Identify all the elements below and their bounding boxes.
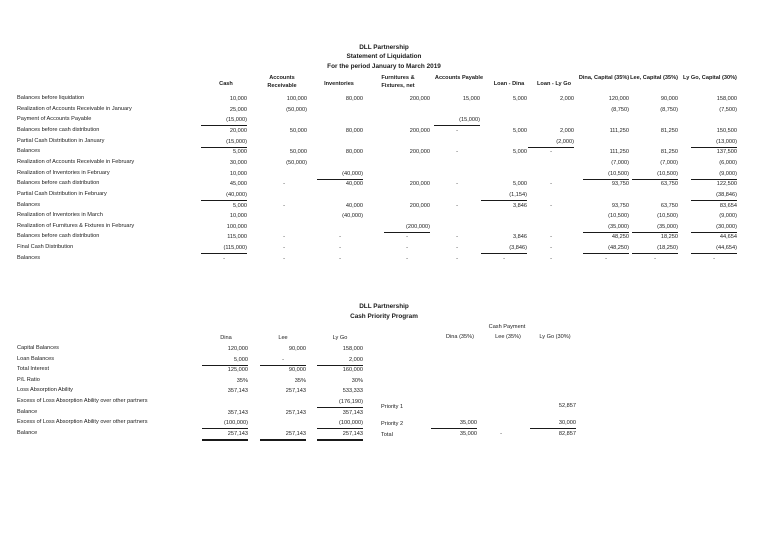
table-cell: (35,000) <box>583 222 629 233</box>
row-label: Excess of Loss Absorption Ability over other partners <box>17 398 148 404</box>
column-header: Cash <box>219 81 233 87</box>
table-cell: (10,500) <box>632 169 678 180</box>
table-cell: (10,500) <box>583 169 629 180</box>
table-cell: (35,000) <box>632 222 678 233</box>
table-cell: (176,190) <box>317 397 363 408</box>
table-cell: 100,000 <box>286 96 307 102</box>
table-cell: (48,250) <box>583 243 629 254</box>
table-cell: 111,250 <box>609 127 629 134</box>
table-cell: (115,000) <box>201 243 247 254</box>
total-label: Total <box>381 431 393 438</box>
table-cell: (9,000) <box>719 213 737 220</box>
table-cell: - <box>339 245 341 252</box>
cash-column-header: Dina (35%) <box>446 334 474 340</box>
table-cell: - <box>456 149 458 156</box>
table-cell: 150,500 <box>716 127 737 134</box>
row-label: Balances <box>17 254 41 261</box>
table-cell: - <box>406 245 408 252</box>
table-cell: - <box>550 255 552 262</box>
table-cell: 200,000 <box>409 149 430 156</box>
table-cell: 3,846 <box>513 202 527 209</box>
table-cell: 83,654 <box>719 202 737 209</box>
row-label: Payment of Accounts Payable <box>17 116 92 123</box>
row-label: Realization of Inventories in March <box>17 212 103 219</box>
row-label: Balances <box>17 148 41 155</box>
table-cell: - <box>713 255 715 262</box>
table-cell: 158,000 <box>342 346 363 352</box>
table-cell: - <box>456 234 458 241</box>
table-cell: 93,750 <box>611 202 629 209</box>
table-cell: - <box>503 255 505 262</box>
table-cell: 257,143 <box>285 388 306 395</box>
table-cell: 533,333 <box>342 388 363 395</box>
cash-cell: 35,000 <box>431 418 477 429</box>
cash-column-header: Lee (35%) <box>495 334 521 340</box>
table-cell: 40,000 <box>345 202 363 209</box>
priority-subtitle: Cash Priority Program <box>350 313 418 320</box>
table-cell: - <box>406 255 408 262</box>
table-cell: 35% <box>236 377 248 384</box>
row-label: Excess of Loss Absorption Ability over other partners <box>17 419 148 426</box>
table-cell: (3,846) <box>481 243 527 254</box>
table-cell: 357,143 <box>227 388 248 395</box>
row-label: Balances before cash distribution <box>17 233 100 240</box>
table-cell: 2,000 <box>560 96 574 102</box>
table-cell: 44,654 <box>719 234 737 241</box>
table-cell: 90,000 <box>288 346 306 352</box>
table-cell: 45,000 <box>229 181 247 188</box>
table-cell: 5,000 <box>233 202 247 209</box>
table-cell: 357,143 <box>227 409 248 416</box>
table-cell: 93,750 <box>611 181 629 188</box>
table-cell: (9,000) <box>691 169 737 180</box>
table-cell: - <box>339 255 341 262</box>
table-cell: (100,000) <box>202 418 248 429</box>
row-label: Realization of Accounts Receivable in January <box>17 105 132 112</box>
table-cell: (40,000) <box>342 213 363 220</box>
table-cell: 48,250 <box>611 234 629 241</box>
table-cell: (15,000) <box>434 115 480 126</box>
table-cell: 63,750 <box>660 181 678 188</box>
table-cell: 81,250 <box>660 149 678 156</box>
table-cell: 200,000 <box>409 127 430 134</box>
priority1-label: Priority 1 <box>381 404 404 410</box>
table-cell: 3,846 <box>513 234 527 241</box>
table-cell: 257,143 <box>202 429 248 441</box>
table-cell: 80,000 <box>345 96 363 102</box>
table-cell: 120,000 <box>227 346 248 352</box>
table-cell: 5,000 <box>513 96 527 102</box>
row-label: Loan Balances <box>17 355 55 362</box>
table-cell: - <box>550 245 552 252</box>
priority-title: DLL Partnership <box>359 303 409 310</box>
table-cell: 125,000 <box>227 367 248 374</box>
table-cell: 5,000 <box>513 181 527 188</box>
table-cell: - <box>456 181 458 188</box>
row-label: Balances before liquidation <box>17 95 85 101</box>
table-cell: 122,500 <box>716 181 737 188</box>
table-cell: - <box>283 181 285 188</box>
table-cell: - <box>456 245 458 252</box>
table-cell: 81,250 <box>660 127 678 134</box>
cash-cell: 52,857 <box>558 403 576 409</box>
table-cell: (1,154) <box>481 190 527 201</box>
table-cell: (30,000) <box>691 222 737 233</box>
table-cell: - <box>260 355 306 366</box>
table-cell: 63,750 <box>660 202 678 209</box>
table-cell: (2,000) <box>528 137 574 148</box>
column-header: Inventories <box>324 81 354 87</box>
table-cell: 20,000 <box>229 127 247 134</box>
row-label: Partial Cash Distribution in January <box>17 137 105 144</box>
table-cell: 158,000 <box>716 96 737 102</box>
row-label: Balance <box>17 429 38 436</box>
column-header: Ly Go <box>332 335 348 341</box>
column-header: Lee <box>278 335 288 341</box>
column-header: Loan - Dina <box>493 81 525 87</box>
table-cell: (15,000) <box>201 137 247 148</box>
row-label: P/L Ratio <box>17 376 40 383</box>
table-cell: 120,000 <box>608 96 629 102</box>
table-cell: (18,250) <box>632 243 678 254</box>
table-cell: (15,000) <box>201 115 247 126</box>
table-cell: 50,000 <box>289 127 307 134</box>
liquidation-period: For the period January to March 2019 <box>327 63 441 70</box>
table-cell: 10,000 <box>229 170 247 177</box>
table-cell: - <box>406 234 408 241</box>
table-cell: 257,143 <box>260 429 306 441</box>
table-cell: (7,000) <box>611 159 629 166</box>
table-cell: 200,000 <box>409 202 430 209</box>
column-header: Furnitures & Fixtures, net <box>381 75 415 89</box>
table-cell: 2,000 <box>560 127 574 134</box>
table-cell: - <box>550 202 552 209</box>
liquidation-subtitle: Statement of Liquidation <box>346 53 422 60</box>
row-label: Balances <box>17 201 41 208</box>
table-cell: 200,000 <box>409 96 430 102</box>
table-cell: 5,000 <box>202 355 248 366</box>
table-cell: 111,250 <box>609 149 629 156</box>
table-cell: 25,000 <box>229 106 247 113</box>
table-cell: - <box>605 255 607 262</box>
table-cell: (10,500) <box>608 213 629 220</box>
table-cell: - <box>283 255 285 262</box>
row-label: Balance <box>17 408 38 415</box>
column-header: Dina <box>220 335 232 341</box>
priority2-label: Priority 2 <box>381 421 404 428</box>
table-cell: (38,846) <box>691 190 737 201</box>
table-cell: - <box>456 127 458 134</box>
column-header: Lee, Capital (35%) <box>630 75 678 81</box>
table-cell: - <box>654 255 656 262</box>
row-label: Capital Balances <box>17 345 59 351</box>
table-cell: (7,500) <box>719 106 737 113</box>
table-cell: 5,000 <box>513 149 527 156</box>
table-cell: (10,500) <box>657 213 678 220</box>
cash-cell: - <box>500 430 502 437</box>
cash-cell: 35,000 <box>459 430 477 437</box>
table-cell: 257,143 <box>285 409 306 416</box>
cash-payment-title: Cash Payment <box>488 324 526 330</box>
table-cell: (8,750) <box>660 106 678 113</box>
table-cell: - <box>550 149 552 156</box>
table-cell: 357,143 <box>342 409 363 416</box>
row-label: Loss Absorption Ability <box>17 387 73 394</box>
table-cell: (50,000) <box>286 159 307 166</box>
row-label: Realization of Furnitures & Fixtures in February <box>17 222 135 229</box>
table-cell: - <box>550 234 552 241</box>
table-cell: 18,250 <box>660 234 678 241</box>
table-cell: 80,000 <box>345 149 363 156</box>
table-cell: 10,000 <box>229 213 247 220</box>
table-cell: 30% <box>351 377 363 384</box>
table-cell: (6,000) <box>719 159 737 166</box>
table-cell: 5,000 <box>513 127 527 134</box>
table-cell: (40,000) <box>317 169 363 180</box>
row-label: Realization of Inventories in February <box>17 169 110 176</box>
column-header: Ly Go, Capital (30%) <box>683 75 737 81</box>
table-cell: (50,000) <box>286 106 307 113</box>
liquidation-title: DLL Partnership <box>359 44 409 51</box>
row-label: Balances before cash distribution <box>17 126 100 133</box>
table-cell: - <box>223 255 225 262</box>
table-cell: - <box>550 181 552 188</box>
table-cell: 50,000 <box>289 149 307 156</box>
table-cell: - <box>283 245 285 252</box>
table-cell: 15,000 <box>462 96 480 102</box>
table-cell: (100,000) <box>317 418 363 429</box>
cash-cell: 30,000 <box>530 418 576 429</box>
cash-cell: 82,857 <box>558 430 576 437</box>
table-cell: 100,000 <box>226 223 247 230</box>
table-cell: 40,000 <box>345 181 363 188</box>
table-cell: - <box>456 202 458 209</box>
row-label: Total Interest <box>17 366 50 373</box>
table-cell: (40,000) <box>201 190 247 201</box>
row-label: Balances before cash distribution <box>17 180 100 187</box>
table-cell: 90,000 <box>660 96 678 102</box>
table-cell: - <box>456 255 458 262</box>
column-header: Loan - Ly Go <box>537 81 571 87</box>
table-cell: 200,000 <box>409 181 430 188</box>
table-cell: (8,750) <box>611 106 629 113</box>
table-cell: - <box>283 202 285 209</box>
table-cell: 35% <box>294 377 306 384</box>
table-cell: - <box>339 234 341 241</box>
row-label: Realization of Accounts Receivable in February <box>17 158 135 165</box>
row-label: Final Cash Distribution <box>17 244 74 251</box>
table-cell: 90,000 <box>288 367 306 374</box>
table-cell: 80,000 <box>345 127 363 134</box>
column-header: Dina, Capital (35%) <box>578 75 630 81</box>
table-cell: 30,000 <box>229 159 247 166</box>
table-cell: 5,000 <box>233 149 247 156</box>
table-cell: 257,143 <box>317 429 363 441</box>
table-cell: 115,000 <box>227 234 247 241</box>
cash-column-header: Ly Go (30%) <box>539 334 571 340</box>
table-cell: 137,500 <box>716 149 737 156</box>
table-cell: 10,000 <box>229 96 247 102</box>
table-cell: (44,654) <box>691 243 737 254</box>
column-header: Accounts Payable <box>434 75 484 81</box>
table-cell: (200,000) <box>384 222 430 233</box>
table-cell: - <box>283 234 285 241</box>
row-label: Partial Cash Distribution in February <box>17 190 107 197</box>
table-cell: (13,000) <box>691 137 737 148</box>
column-header: Accounts Receivable <box>267 75 297 89</box>
table-cell: 160,000 <box>342 367 363 374</box>
table-cell: (7,000) <box>660 159 678 166</box>
table-cell: 2,000 <box>317 355 363 366</box>
